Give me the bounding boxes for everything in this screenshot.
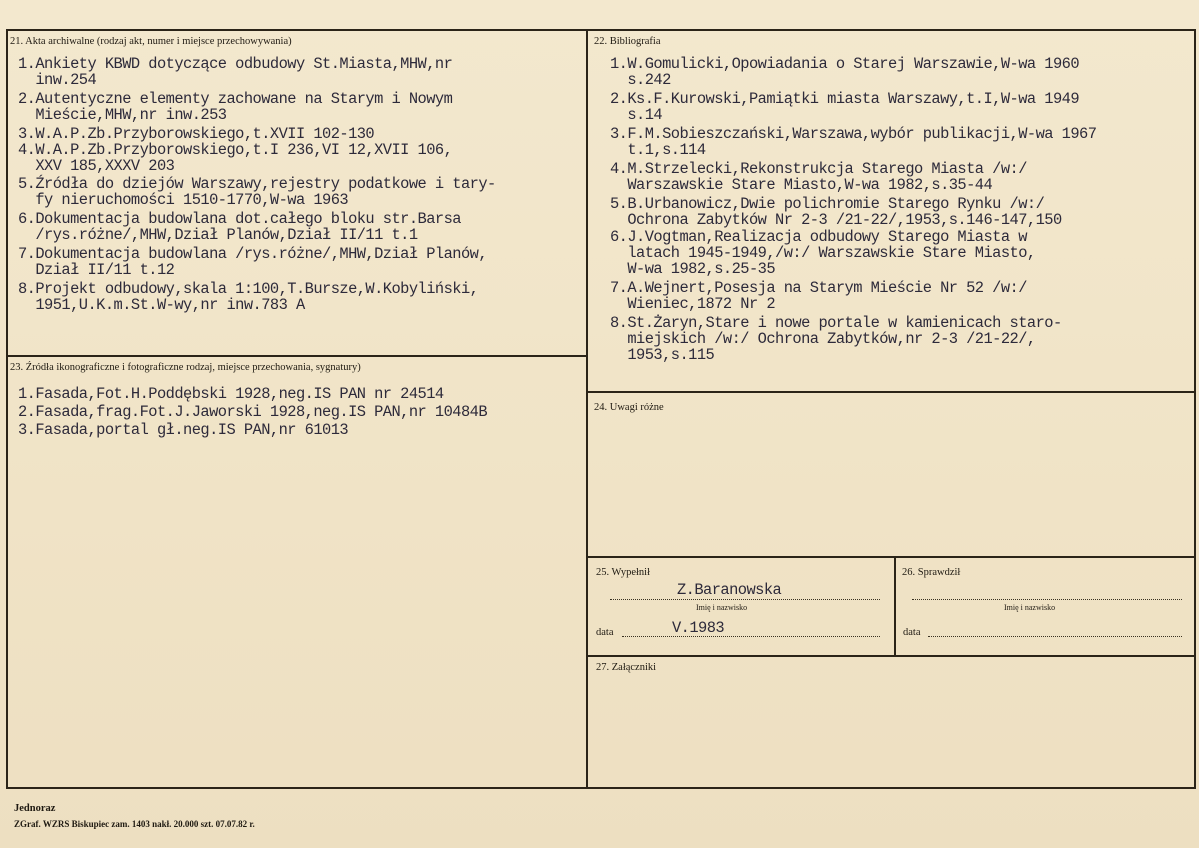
checked-by-date-label: data	[903, 627, 921, 638]
section-27-heading: 27. Załączniki	[596, 662, 657, 673]
divider-25-26	[894, 556, 896, 656]
typed-line: W-wa 1982,s.25-35	[610, 260, 776, 278]
section-23-heading: 23. Źródła ikonograficzne i fotograficzne rodzaj, miejsce przechowania, sygnatury)	[10, 362, 361, 373]
typed-line: 2.Ks.F.Kurowski,Pamiątki miasta Warszawy,t.I,W-wa 1949	[610, 90, 1080, 108]
filled-by-date: V.1983	[672, 619, 725, 637]
typed-line: 3.F.M.Sobieszczański,Warszawa,wybór publikacji,W-wa 1967	[610, 125, 1097, 143]
footer-print-info: ZGraf. WZRS Biskupiec zam. 1403 nakł. 20.000 szt. 07.07.82 r.	[14, 819, 255, 829]
typed-line: 8.Projekt odbudowy,skala 1:100,T.Bursze,W.Kobyliński,	[18, 280, 479, 298]
checked-by-date-line	[928, 636, 1182, 637]
typed-line: /rys.różne/,MHW,Dział Planów,Dział II/11 t.1	[18, 226, 418, 244]
typed-line: 1.Ankiety KBWD dotyczące odbudowy St.Miasta,MHW,nr	[18, 55, 453, 73]
typed-line: t.1,s.114	[610, 141, 706, 159]
typed-line: 1951,U.K.m.St.W-wy,nr inw.783 A	[18, 296, 305, 314]
filled-by-name-caption: Imię i nazwisko	[696, 603, 748, 612]
typed-line: Mieście,MHW,nr inw.253	[18, 106, 227, 124]
typed-line: fy nieruchomości 1510-1770,W-wa 1963	[18, 191, 349, 209]
column-divider	[586, 29, 588, 789]
typed-line: 7.A.Wejnert,Posesja na Starym Mieście Nr 52 /w:/	[610, 279, 1027, 297]
divider-21-23	[6, 355, 587, 357]
typed-line: 2.Autentyczne elementy zachowane na Starym i Nowym	[18, 90, 453, 108]
typed-line: XXV 185,XXXV 203	[18, 157, 175, 175]
typed-line: 4.M.Strzelecki,Rekonstrukcja Starego Miasta /w:/	[610, 160, 1027, 178]
typed-line: 5.B.Urbanowicz,Dwie polichromie Starego Rynku /w:/	[610, 195, 1045, 213]
divider-24-25	[587, 556, 1196, 558]
typed-line: 3.W.A.P.Zb.Przyborowskiego,t.XVII 102-130	[18, 125, 375, 143]
typed-line: Warszawskie Stare Miasto,W-wa 1982,s.35-44	[610, 176, 993, 194]
typed-line: 1.Fasada,Fot.H.Poddębski 1928,neg.IS PAN nr 24514	[18, 385, 444, 403]
section-26-heading: 26. Sprawdził	[902, 567, 961, 578]
typed-line: 8.St.Żaryn,Stare i nowe portale w kamienicach staro-	[610, 314, 1062, 332]
typed-line: 4.W.A.P.Zb.Przyborowskiego,t.I 236,VI 12,XVII 106,	[18, 141, 453, 159]
section-24-heading: 24. Uwagi różne	[594, 402, 664, 413]
typed-line: Ochrona Zabytków Nr 2-3 /21-22/,1953,s.146-147,150	[610, 211, 1062, 229]
typed-line: 6.J.Vogtman,Realizacja odbudowy Starego Miasta w	[610, 228, 1027, 246]
typed-line: Dział II/11 t.12	[18, 261, 175, 279]
divider-22-24	[587, 391, 1196, 393]
typed-line: inw.254	[18, 71, 97, 89]
typed-line: 1953,s.115	[610, 346, 715, 364]
typed-line: miejskich /w:/ Ochrona Zabytków,nr 2-3 /21-22/,	[610, 330, 1036, 348]
typed-line: 2.Fasada,frag.Fot.J.Jaworski 1928,neg.IS PAN,nr 10484B	[18, 403, 488, 421]
typed-line: s.14	[610, 106, 663, 124]
checked-by-name-caption: Imię i nazwisko	[1004, 603, 1056, 612]
section-21-heading: 21. Akta archiwalne (rodzaj akt, numer i miejsce przechowywania)	[10, 36, 292, 47]
footer-form-type: Jednoraz	[14, 803, 56, 814]
filled-by-date-label: data	[596, 627, 614, 638]
typed-line: 6.Dokumentacja budowlana dot.całego bloku str.Barsa	[18, 210, 461, 228]
filled-by-name-line	[610, 599, 880, 600]
typed-line: s.242	[610, 71, 671, 89]
divider-25-27	[587, 655, 1196, 657]
filled-by-name: Z.Baranowska	[677, 581, 782, 599]
typed-line: Wieniec,1872 Nr 2	[610, 295, 776, 313]
typed-line: 7.Dokumentacja budowlana /rys.różne/,MHW,Dział Planów,	[18, 245, 488, 263]
typed-line: 5.Źródła do dziejów Warszawy,rejestry podatkowe i tary-	[18, 175, 496, 193]
typed-line: 1.W.Gomulicki,Opowiadania o Starej Warszawie,W-wa 1960	[610, 55, 1080, 73]
checked-by-name-line	[912, 599, 1182, 600]
filled-by-date-line	[622, 636, 880, 637]
section-25-heading: 25. Wypełnił	[596, 567, 651, 578]
typed-line: 3.Fasada,portal gł.neg.IS PAN,nr 61013	[18, 421, 349, 439]
section-22-heading: 22. Bibliografia	[594, 36, 661, 47]
typed-line: latach 1945-1949,/w:/ Warszawskie Stare Miasto,	[610, 244, 1036, 262]
